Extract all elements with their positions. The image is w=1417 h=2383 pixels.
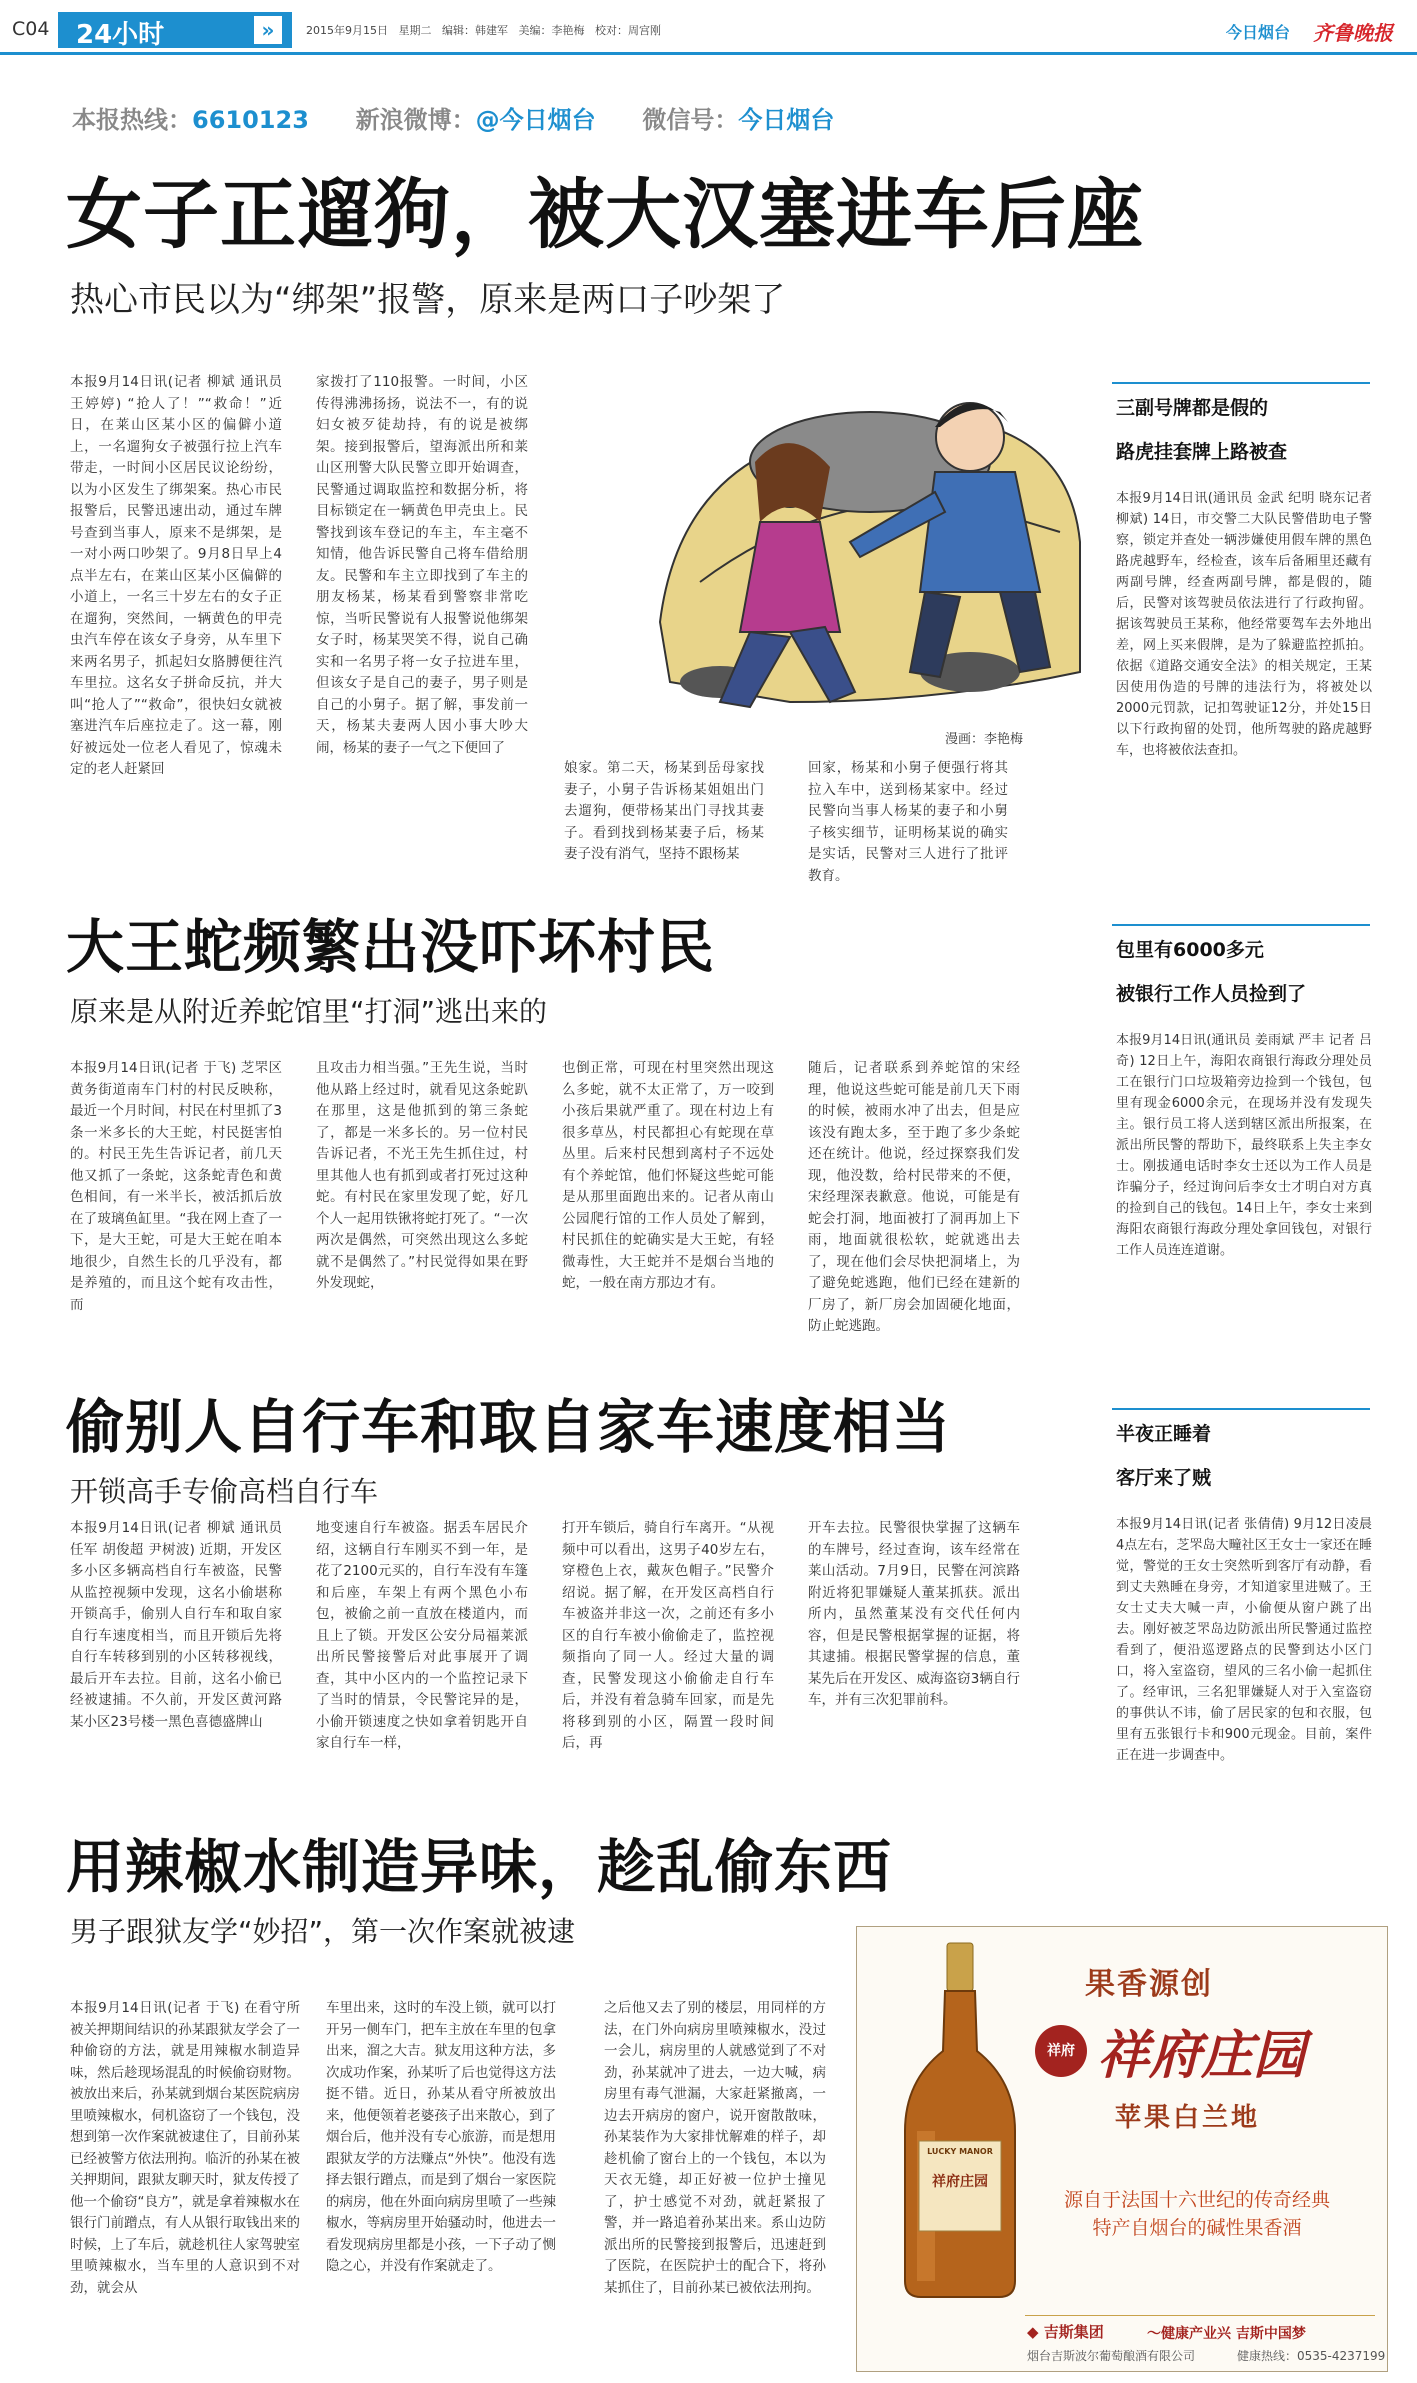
sidebar-rule-1 bbox=[1112, 382, 1370, 384]
column-name: 今日烟台 bbox=[1226, 23, 1291, 42]
ad-slogan: ～健康产业兴 吉斯中国梦 bbox=[1147, 2326, 1306, 2342]
cartoon-illustration bbox=[640, 372, 1090, 724]
article2-col4: 随后，记者联系到养蛇馆的宋经理，他说这些蛇可能是前几天下雨的时候，被雨水冲了出去，但是应该没有跑太多，至于跑了多少条蛇还在统计。他说，经过探察我们发现，他没数，给村民带来的不便，宋经理深表歉意。他说，可能是有蛇会打洞，地面被打了洞再加上下雨，地面就很松软，蛇就逃出去了，现在他们会尽快把洞堵上，为了避免蛇逃跑，他们已经在建新的厂房了，新厂房会加固硬化地面，防止蛇逃跑。 bbox=[808, 1060, 1020, 1334]
illustration-caption: 漫画：李艳梅 bbox=[945, 732, 1024, 747]
bottle-brand-text: 祥府庄园 bbox=[932, 2174, 988, 2190]
side1-title2: 路虎挂套牌上路被查 bbox=[1116, 441, 1288, 463]
jisi-logo: ◆ 吉斯集团 bbox=[1027, 2323, 1104, 2341]
article1-title: 女子正遛狗，被大汉塞进车后座 bbox=[66, 170, 1144, 259]
article1-col3b: 回家，杨某和小舅子便强行将其拉入车中，送到杨某家中。经过民警向当事人杨某的妻子和小舅子核实细节，证明杨某说的确实是实话，民警对三人进行了批评教育。 bbox=[808, 760, 1008, 884]
side1-title1: 三副号牌都是假的 bbox=[1116, 397, 1269, 419]
article4-col3: 之后他又去了别的楼层，用同样的方法，在门外向病房里喷辣椒水，没过一会儿，病房里的人就感觉到了不对劲，孙某就冲了进去，一边大喊，病房里有毒气泄漏，大家赶紧撤离，一边去开病房的窗户，说开窗散散味，孙某装作为大家排忧解难的样子，却趁机偷了窗台上的一个钱包，本以为天衣无缝，却正好被一位护士撞见了，护士感觉不对劲，就赶紧报了警，并一路追着孙某出来。系山边防派出所的民警接到报警后，迅速赶到了医院，在医院护士的配合下，将孙某抓住了，目前孙某已被依法刑拘。 bbox=[604, 2000, 826, 2296]
article3-col1: 本报9月14日讯(记者 柳斌 通讯员 任军 胡俊超 尹树波) 近期，开发区多小区多辆高档自行车被盗，民警从监控视频中发现，这名小偷堪称开锁高手，偷别人自行车和取自家自行车速度相当，而且开锁后先将自行车转移到别的小区转移视线，最后开车去拉。目前，这名小偷已经被逮捕。不久前，开发区黄河路某小区23号楼一黑色喜德盛牌山 bbox=[70, 1520, 282, 1730]
brand-logo-badge: 祥府 bbox=[1035, 2025, 1087, 2077]
article4-subtitle: 男子跟狱友学“妙招”，第一次作案就被逮 bbox=[70, 1915, 576, 1948]
ad-tagline: 果香源创 bbox=[1085, 1967, 1213, 2002]
article2-col2: 且攻击力相当强。”王先生说，当时他从路上经过时，就看见这条蛇趴在那里，这是他抓到的第三条蛇了，都是一米多长的。另一位村民告诉记者，不光王先生抓住过，村里其他人也有抓到或者打死过这种蛇。有村民在家里发现了蛇，好几个人一起用铁锹将蛇打死了。“一次两次是偶然，可突然出现这么多蛇就不是偶然了。”村民觉得如果在野外发现蛇， bbox=[316, 1060, 528, 1291]
article1-col2a: 家拨打了110报警。一时间，小区传得沸沸扬扬，说法不一，有的说妇女被歹徒劫持，有的说是被绑架。接到报警后，望海派出所和莱山区刑警大队民警立即开始调查，民警通过调取监控和数据分析，将目标锁定在一辆黄色甲壳虫上。民警找到该车登记的车主，车主毫不知情，他告诉民警自己将车借给朋友。民警和车主立即找到了车主的朋友杨某，杨某看到警察非常吃惊，当听民警说有人报警说他绑架女子时，杨某哭笑不得，说自己确实和一名男子将一女子拉进车里，但该女子是自己的妻子，男子则是自己的小舅子。据了解，事发前一天，杨某夫妻两人因小事大吵大闹，杨某的妻子一气之下便回了 bbox=[316, 374, 528, 756]
ad-line2: 特产自烟台的碱性果香酒 bbox=[1092, 2217, 1302, 2239]
article3-col2: 地变速自行车被盗。据丢车居民介绍，这辆自行车刚买不到一年，是花了2100元买的，自行车没有车篷和后座，车架上有两个黑色小布包，被偷之前一直放在楼道内，而且上了锁。开发区公安分局福莱派出所民警接警后对此事展开了调查，其中小区内的一个监控记录下了当时的情景，令民警诧异的是，小偷开锁速度之快如拿着钥匙开自家自行车一样， bbox=[316, 1520, 528, 1751]
article4-col1: 本报9月14日讯(记者 于飞) 在看守所被关押期间结识的孙某跟狱友学会了一种偷窃的方法，就是用辣椒水制造异味，然后趁现场混乱的时候偷窃财物。被放出来后，孙某就到烟台某医院病房里喷辣椒水，伺机盗窃了一个钱包，没想到第一次作案就被逮住了，目前孙某已经被警方依法刑拘。临沂的孙某在被关押期间，跟狱友聊天时，狱友传授了他一个偷窃“良方”，就是拿着辣椒水在银行门前蹭点，有人从银行取钱出来的时候，上了车后，就趁机往人家驾驶室里喷辣椒水，当车里的人意识到不对劲，就会从 bbox=[70, 2000, 300, 2296]
sidebar-rule-2 bbox=[1112, 924, 1370, 926]
edition-info: 2015年9月15日 星期二 编辑：韩建军 美编：李艳梅 校对：周宫刚 bbox=[306, 24, 661, 37]
article3-col4: 开车去拉。民警很快掌握了这辆车的车牌号，经过查询，该车经常在莱山活动。7月9日，民警在河滨路附近将犯罪嫌疑人董某抓获。派出所内，虽然董某没有交代任何内容，但是民警根据掌握的证据，将其逮捕。根据民警掌握的信息，董某先后在开发区、威海盗窃3辆自行车，并有三次犯罪前科。 bbox=[808, 1520, 1020, 1708]
article2-col3: 也倒正常，可现在村里突然出现这么多蛇，就不太正常了，万一咬到小孩后果就严重了。现在村边上有很多草丛，村民都担心有蛇现在草丛里。后来村民想到离村子不远处有个养蛇馆，他们怀疑这些蛇可能是从那里面跑出来的。记者从南山公园爬行馆的工作人员处了解到，村民抓住的蛇确实是大王蛇，有轻微毒性，大王蛇并不是烟台当地的蛇，一般在南方那边才有。 bbox=[562, 1060, 774, 1291]
side1-body: 本报9月14日讯(通讯员 金武 纪明 晓东记者 柳斌) 14日，市交警二大队民警借助电子警察，锁定并查处一辆涉嫌使用假车牌的黑色路虎越野车，经检查，该车后备厢里还藏有两副号牌，经查两副号牌，都是假的，随后，民警对该驾驶员依法进行了行政拘留。据该驾驶员王某称，他经常要驾车去外地出差，网上买来假牌，是为了躲避监控抓拍。依据《道路交通安全法》的相关规定，王某因使用伪造的号牌的违法行为，将被处以2000元罚款，记扣驾驶证12分，并处15日以下行政拘留的处罚，他所驾驶的路虎越野车，也将被依法查扣。 bbox=[1116, 491, 1372, 758]
article1-col1: 本报9月14日讯(记者 柳斌 通讯员 王婷婷) “抢人了！”“救命！”近日，在莱山区某小区的偏僻小道上，一名遛狗女子被强行拉上汽车带走，一时间小区居民议论纷纷，以为小区发生了绑架案。热心市民报警后，民警迅速出动，通过车牌号查到当事人，原来不是绑架，是一对小两口吵架了。9月8日早上4点半左右，在莱山区某小区偏僻的小道上，一名三十岁左右的女子正在遛狗，突然间，一辆黄色的甲壳虫汽车停在该女子身旁，从车里下来两名男子，抓起妇女胳膊便往汽车里拉。这名女子拼命反抗，并大叫“抢人了”“救命”，很快妇女就被塞进汽车后座拉走了。这一幕，刚好被远处一位老人看见了，惊魂未定的老人赶紧回 bbox=[70, 374, 282, 777]
article3-col3: 打开车锁后，骑自行车离开。“从视频中可以看出，这男子40岁左右，穿橙色上衣，戴灰色帽子。”民警介绍说。据了解，在开发区高档自行车被盗并非这一次，之前还有多小区的自行车被小偷偷走了，监控视频指向了同一人。经过大量的调查，民警发现这小偷偷走自行车后，并没有着急骑车回家，而是先将移到别的小区，隔置一段时间后，再 bbox=[562, 1520, 774, 1751]
article1-subtitle: 热心市民以为“绑架”报警，原来是两口子吵架了 bbox=[70, 280, 786, 320]
sidebar-rule-3 bbox=[1112, 1408, 1370, 1410]
article4-col2: 车里出来，这时的车没上锁，就可以打开另一侧车门，把车主放在车里的包拿出来，溜之大吉。狱友用这种方法，多次成功作案，孙某听了后也觉得这方法挺不错。近日，孙某从看守所被放出来，他便领着老婆孩子出来散心，到了烟台后，他并没有专心旅游，而是想用跟狱友学的方法赚点“外快”。他没有选择去银行蹭点，而是到了烟台一家医院的病房，他在外面向病房里喷了一些辣椒水，等病房里开始骚动时，他进去一看发现病房里都是小孩，一下子动了恻隐之心，并没有作案就走了。 bbox=[326, 2000, 556, 2274]
side3-title2: 客厅来了贼 bbox=[1116, 1467, 1212, 1489]
article2-title: 大王蛇频繁出没吓坏村民 bbox=[66, 913, 716, 981]
bottle-label-text: LUCKY MANOR bbox=[927, 2147, 993, 2156]
section-tab bbox=[58, 12, 292, 48]
side2-title2: 被银行工作人员捡到了 bbox=[1116, 983, 1307, 1005]
article3-subtitle: 开锁高手专偷高档自行车 bbox=[70, 1475, 379, 1508]
header-rule bbox=[0, 52, 1417, 55]
hotline-bar: 本报热线：6610123 新浪微博：@今日烟台 微信号：今日烟台 bbox=[72, 106, 835, 134]
ad-product: 苹果白兰地 bbox=[1115, 2103, 1261, 2133]
page-number: C04 bbox=[12, 18, 50, 40]
side3-title1: 半夜正睡着 bbox=[1116, 1423, 1212, 1445]
ad-hotline: 健康热线：0535-4237199 bbox=[1237, 2349, 1386, 2363]
advertisement bbox=[856, 1926, 1388, 2372]
article4-title: 用辣椒水制造异味，趁乱偷东西 bbox=[66, 1833, 893, 1901]
side2-title1: 包里有6000多元 bbox=[1116, 939, 1264, 961]
newspaper-logo: 齐鲁晚报 bbox=[1313, 21, 1393, 45]
double-arrow-icon: » bbox=[254, 16, 282, 44]
article3-title: 偷别人自行车和取自家车速度相当 bbox=[66, 1393, 952, 1461]
side2-body: 本报9月14日讯(通讯员 姜雨斌 严丰 记者 吕奇) 12日上午，海阳农商银行海政分理处员工在银行门口垃圾箱旁边捡到一个钱包，包里有现金6000余元，在现场并没有发现失主。银行员工将人送到辖区派出所报案，在派出所民警的帮助下，最终联系上失主李女士。刚拔通电话时李女士还以为工作人员是诈骗分子，经过询问后李女士才明白对方真的捡到自己的钱包。14日上午，李女士来到海阳农商银行海政分理处拿回钱包，对银行工作人员连连道谢。 bbox=[1116, 1033, 1372, 1258]
side3-body: 本报9月14日讯(记者 张倩倩) 9月12日凌晨4点左右，芝罘岛大疃社区王女士一家还在睡觉，警觉的王女士突然听到客厅有动静，看到丈夫熟睡在身旁，才知道家里进贼了。王女士丈夫大喊一声，小偷便从窗户跳了出去。刚好被芝罘岛边防派出所民警通过监控看到了，便沿巡逻路点的民警到达小区门口，将入室盗窃，望风的三名小偷一起抓住了。经审讯，三名犯罪嫌疑人对于入室盗窃的事供认不讳，偷了居民家的包和衣服，包里有五张银行卡和900元现金。目前，案件正在进一步调查中。 bbox=[1116, 1517, 1372, 1763]
ad-line1: 源自于法国十六世纪的传奇经典 bbox=[1063, 2189, 1330, 2211]
section-name: 24小时 bbox=[76, 20, 165, 50]
article2-col1: 本报9月14日讯(记者 于飞) 芝罘区黄务街道南车门村的村民反映称，最近一个月时间，村民在村里抓了3条一米多长的大王蛇，村民挺害怕的。村民王先生告诉记者，前几天他又抓了一条蛇，这条蛇青色和黄色相间，有一米半长，被活抓后放在了玻璃鱼缸里。“我在网上查了一下，是大王蛇，可是大王蛇在咱本地很少，自然生长的几乎没有，都是养殖的，而且这个蛇有攻击性，而 bbox=[70, 1060, 282, 1313]
article2-subtitle: 原来是从附近养蛇馆里“打洞”逃出来的 bbox=[70, 995, 548, 1028]
bottle-image bbox=[895, 1941, 1025, 2303]
article1-col2b: 娘家。第二天，杨某到岳母家找妻子，小舅子告诉杨某姐姐出门去遛狗，便带杨某出门寻找其妻子。看到找到杨某妻子后，杨某妻子没有消气，坚持不跟杨某 bbox=[564, 760, 764, 862]
ad-brand: 祥府庄园 bbox=[1097, 2025, 1306, 2086]
ad-company: 烟台吉斯波尔葡萄酿酒有限公司 bbox=[1027, 2349, 1196, 2363]
